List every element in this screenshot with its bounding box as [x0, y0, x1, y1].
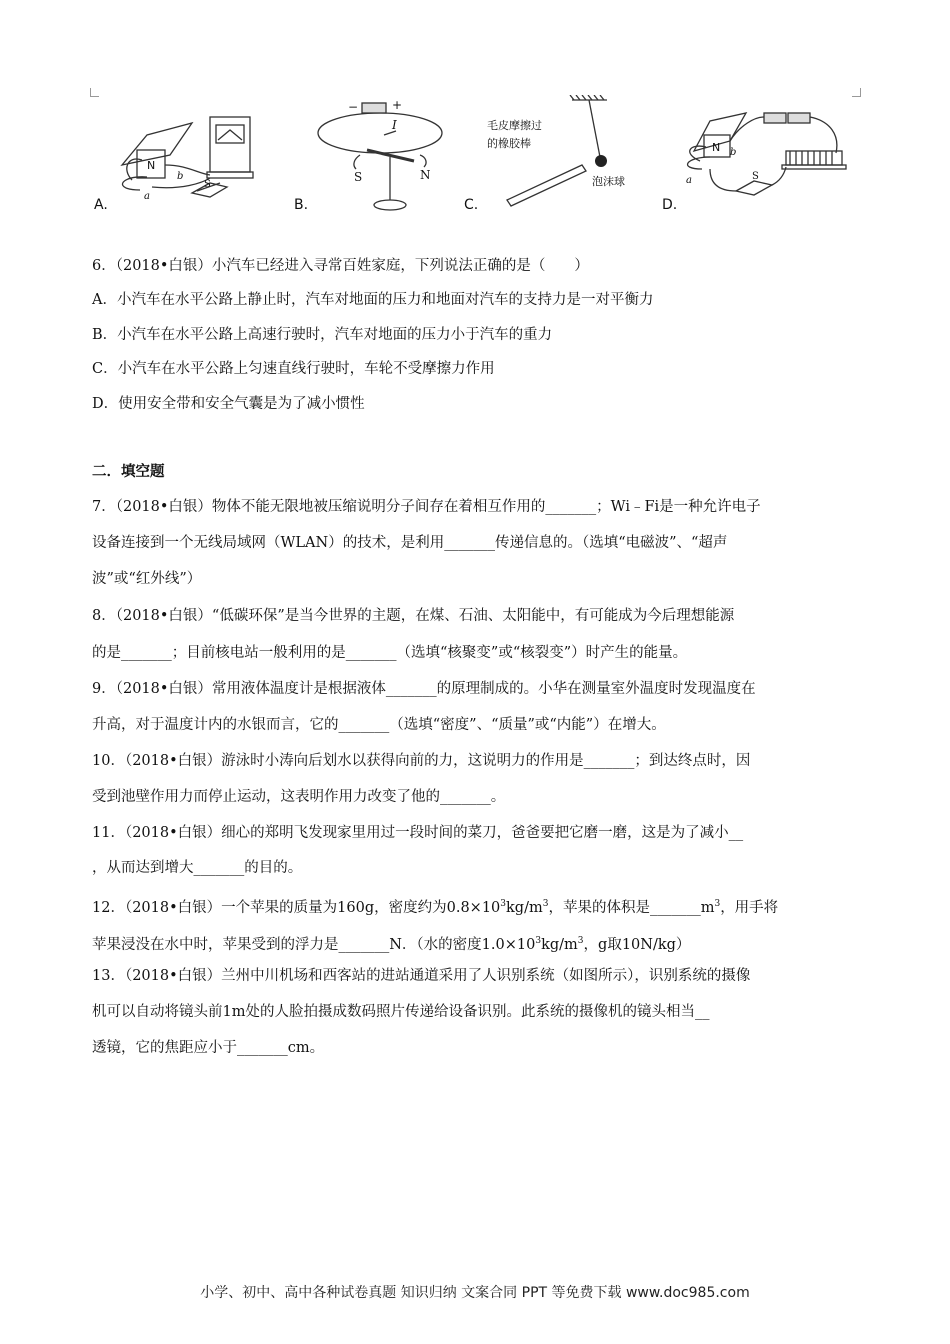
figure-a-label: A.	[94, 197, 108, 213]
figure-b-pole-s: S	[354, 170, 363, 184]
svg-text:b: b	[730, 147, 737, 158]
text-line: 11．（2018•白银）细心的郑明飞发现家里用过一段时间的菜刀，爸爸要把它磨一磨，这是为了减小__	[92, 825, 744, 841]
q13-line: 13．（2018•白银）兰州中川机场和西客站的进站通道采用了人识别系统（如图所示），识别系统的摄像	[92, 968, 751, 984]
q12-line-2	[92, 931, 690, 955]
text-line: 受到池壁作用力而停止运动，这表明作用力改变了他的_______。	[92, 789, 506, 805]
figure-row	[92, 95, 862, 220]
q12-line-1	[92, 894, 778, 918]
q12-text: ，g取10N/kg）	[583, 936, 691, 953]
figure-a-drawing	[92, 95, 262, 220]
text-line: 9．（2018•白银）常用液体温度计是根据液体_______的原理制成的。小华在测量室外温度时发现温度在	[92, 681, 756, 697]
q13-line: 透镜，它的焦距应小于_______cm。	[92, 1040, 325, 1056]
figure-a	[92, 95, 262, 220]
text-line: 8．（2018•白银）“低碳环保”是当今世界的主题，在煤、石油、太阳能中，有可能成为今后理想能源	[92, 608, 735, 624]
text-line: 7．（2018•白银）物体不能无限地被压缩说明分子间存在着相互作用的_______；Wi﹣Fi是一种允许电子	[92, 499, 761, 515]
svg-text:N: N	[147, 159, 156, 172]
q12-text: 12．（2018•白银）一个苹果的质量为160g，密度约为0.8×10	[92, 899, 501, 916]
exponent: 3	[714, 899, 721, 909]
text-line: 波”或“红外线”）	[92, 571, 202, 587]
q13-line: 机可以自动将镜头前1m处的人脸拍摄成数码照片传递给设备识别。此系统的摄像机的镜头相当__	[92, 1004, 710, 1020]
q12-text: ，用手将	[720, 899, 779, 916]
svg-text:S: S	[204, 179, 211, 190]
text-line: 10．（2018•白银）游泳时小涛向后划水以获得向前的力，这说明力的作用是_______；到达终点时，因	[92, 753, 751, 769]
svg-text:a: a	[686, 175, 692, 186]
q6-option-a: A．小汽车在水平公路上静止时，汽车对地面的压力和地面对汽车的支持力是一对平衡力	[92, 292, 654, 308]
q12-text: 苹果浸没在水中时，苹果受到的浮力是_______N．（水的密度1.0×10	[92, 936, 536, 953]
figure-b-plus: +	[392, 98, 403, 112]
figure-c-drawing	[462, 95, 662, 220]
page-footer: 小学、初中、高中各种试卷真题 知识归纳 文案合同 PPT 等免费下载 www.doc985.com	[200, 1285, 750, 1301]
figure-d-label: D.	[662, 197, 678, 213]
q12-text: ，苹果的体积是_______m	[548, 899, 715, 916]
figure-b-label: B.	[294, 197, 309, 213]
exponent: 3	[577, 936, 584, 946]
exponent: 3	[535, 936, 542, 946]
section-heading-fill-blank: 二．填空题	[92, 464, 165, 480]
figure-b	[292, 95, 462, 220]
svg-text:b: b	[177, 171, 184, 182]
figure-b-pole-n: N	[420, 168, 431, 182]
figure-d-drawing	[660, 95, 860, 220]
figure-c-ball-caption: 泡沫球	[592, 175, 625, 188]
text-line: 的是_______；目前核电站一般利用的是_______（选填“核聚变”或“核裂变”）时产生的能量。	[92, 645, 688, 661]
figure-c-rod-caption-2: 的橡胶棒	[487, 137, 531, 150]
q6-stem: 6．（2018•白银）小汽车已经进入寻常百姓家庭，下列说法正确的是（ ）	[92, 258, 589, 274]
svg-text:N: N	[712, 141, 721, 154]
figure-c	[462, 95, 662, 220]
figure-d	[660, 95, 860, 220]
figure-b-drawing	[292, 95, 462, 220]
figure-b-current: I	[392, 118, 397, 132]
exponent: 3	[500, 899, 507, 909]
q6-option-b: B．小汽车在水平公路上高速行驶时，汽车对地面的压力小于汽车的重力	[92, 327, 553, 343]
svg-text:S: S	[752, 171, 759, 182]
q6-option-c: C．小汽车在水平公路上匀速直线行驶时，车轮不受摩擦力作用	[92, 361, 495, 377]
figure-b-minus: −	[348, 100, 359, 114]
figure-c-rod-caption-1: 毛皮摩擦过	[487, 119, 542, 132]
svg-text:a: a	[144, 191, 150, 202]
figure-c-label: C.	[464, 197, 479, 213]
unit: kg/m	[541, 936, 578, 953]
q6-option-d: D．使用安全带和安全气囊是为了减小惯性	[92, 396, 365, 412]
text-line: 设备连接到一个无线局域网（WLAN）的技术，是利用_______传递信息的。（选填“电磁波”、“超声	[92, 535, 728, 551]
text-line: ，从而达到增大_______的目的。	[92, 860, 303, 876]
unit: kg/m	[506, 899, 543, 916]
exponent: 3	[542, 899, 549, 909]
text-line: 升高，对于温度计内的水银而言，它的_______（选填“密度”、“质量”或“内能”）在增大。	[92, 717, 666, 733]
